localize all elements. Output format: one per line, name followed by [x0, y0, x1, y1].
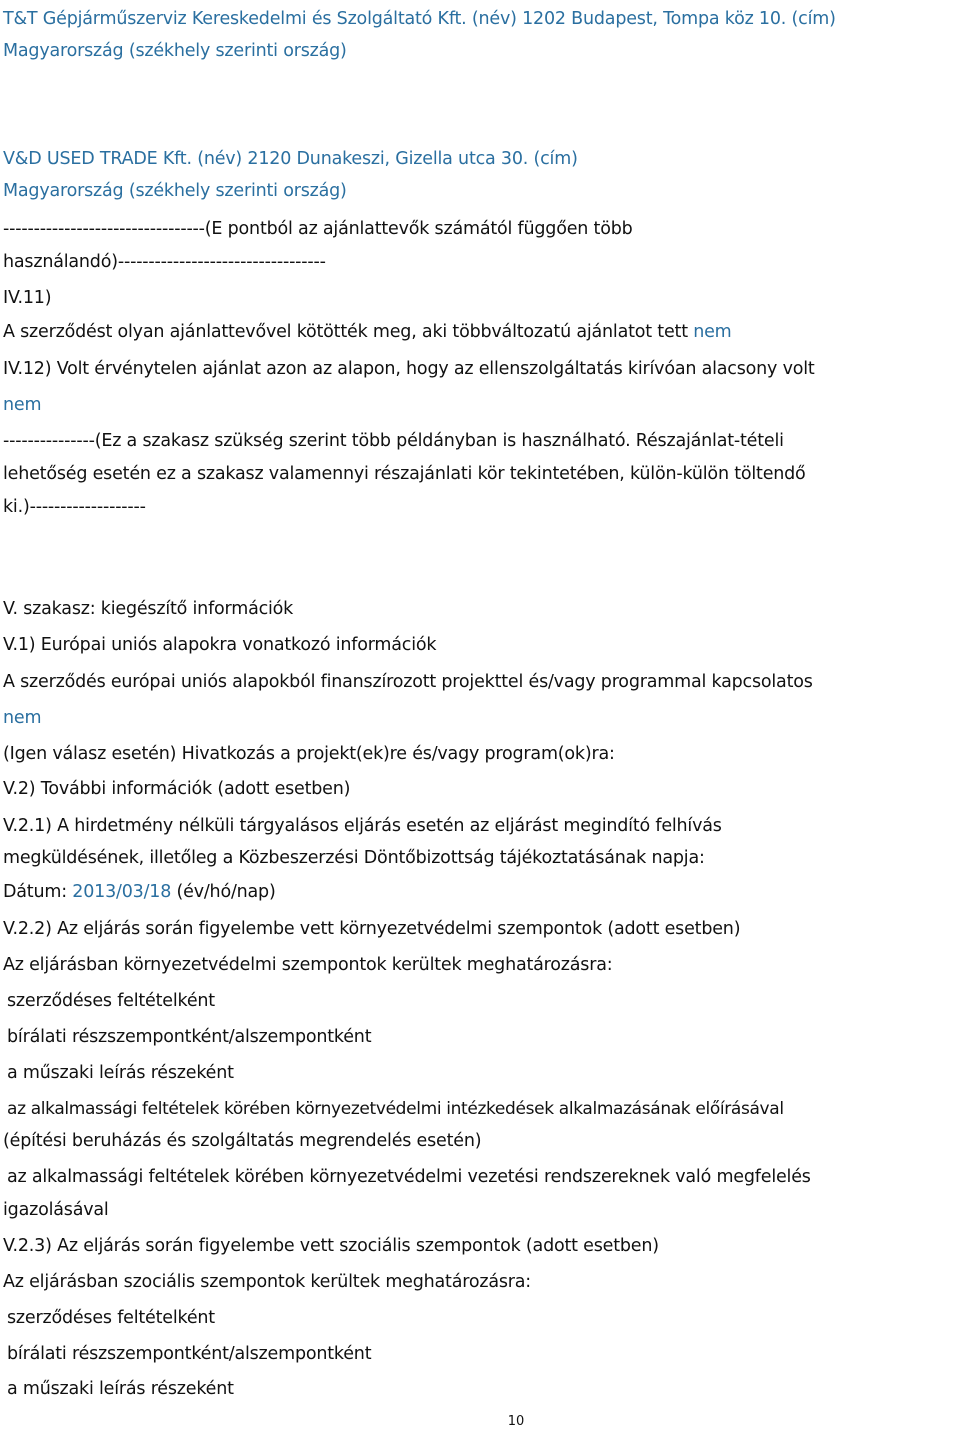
separator-note-text-2: használandó)---------------------------------- — [3, 252, 326, 272]
contractor-1-country — [3, 39, 347, 63]
repeat-note-text-3: ki.)------------------- — [3, 497, 146, 517]
contractor-2-text: V&D USED TRADE Kft. (név) 2120 Dunakeszi, Gizella utca 30. (cím) — [3, 149, 578, 169]
section-v-1-question-text: A szerződés európai uniós alapokból finanszírozott projekttel és/vagy programmal kapcsolatos — [3, 672, 813, 692]
separator-note-text-1: ---------------------------------(E pontból az ajánlattevők számától függően több — [3, 219, 633, 239]
date-line — [3, 880, 276, 904]
section-v-1-reference — [3, 742, 615, 766]
contractor-2-name-address — [3, 147, 578, 171]
section-iv-11-question-text: A szerződést olyan ajánlattevővel kötötték meg, aki többváltozatú ajánlatot tett — [3, 322, 694, 342]
env-option-suitability-measures-cont-text: (építési beruházás és szolgáltatás megrendelés esetén) — [3, 1131, 482, 1151]
section-v-2-1-text-1: V.2.1) A hirdetmény nélküli tárgyalásos eljárás esetén az eljárást megindító felhívás — [3, 816, 722, 836]
section-iv-12-answer — [3, 393, 41, 417]
section-v-title: V. szakasz: kiegészítő információk — [3, 599, 294, 619]
section-v-1-answer-text: nem — [3, 708, 42, 728]
section-v-2-title: V.2) További információk (adott esetben) — [3, 779, 351, 799]
env-option-evaluation-text: bírálati részszempontként/alszempontként — [7, 1027, 372, 1047]
section-v-1-answer — [3, 706, 41, 730]
section-v-heading — [3, 597, 293, 621]
env-option-contract-terms — [7, 989, 215, 1013]
section-v-2-1-line-2 — [3, 846, 705, 870]
env-option-contract-terms-text: szerződéses feltételként — [7, 991, 215, 1011]
repeat-note-line-1 — [3, 429, 784, 453]
env-option-suitability-measures-text: az alkalmassági feltételek körében környezetvédelmi intézkedések alkalmazásának előírásával — [7, 1099, 784, 1119]
social-option-technical-spec — [7, 1377, 234, 1401]
contractor-2-country — [3, 179, 347, 203]
separator-note-line-2 — [3, 250, 326, 274]
contractor-1-country-text: Magyarország (székhely szerinti ország) — [3, 41, 347, 61]
section-v-2-3-title: V.2.3) Az eljárás során figyelembe vett szociális szempontok (adott esetben) — [3, 1236, 659, 1256]
date-label: Dátum: — [3, 882, 73, 902]
env-option-evaluation — [7, 1025, 371, 1049]
env-option-technical-spec-text: a műszaki leírás részeként — [7, 1063, 234, 1083]
date-format: (év/hó/nap) — [171, 882, 276, 902]
section-v-2-2-title: V.2.2) Az eljárás során figyelembe vett környezetvédelmi szempontok (adott esetben) — [3, 919, 741, 939]
section-v-2-2-intro — [3, 953, 612, 977]
env-option-management-systems-text: az alkalmassági feltételek körében környezetvédelmi vezetési rendszereknek való megfelelés — [7, 1167, 811, 1187]
page-number: 10 — [507, 1414, 525, 1429]
section-iv-12-question-text: IV.12) Volt érvénytelen ajánlat azon az alapon, hogy az ellenszolgáltatás kirívóan alacsony volt — [3, 359, 815, 379]
social-option-evaluation-text: bírálati részszempontként/alszempontként — [7, 1344, 372, 1364]
separator-note-line-1 — [3, 217, 633, 241]
section-v-2-3-heading — [3, 1234, 659, 1258]
env-option-technical-spec — [7, 1061, 234, 1085]
contractor-1-name-address — [3, 7, 836, 31]
repeat-note-line-3 — [3, 495, 146, 519]
env-option-suitability-measures-cont — [3, 1129, 481, 1153]
section-v-2-1-text-2: megküldésének, illetőleg a Közbeszerzési Döntőbizottság tájékoztatásának napja: — [3, 848, 705, 868]
social-option-technical-spec-text: a műszaki leírás részeként — [7, 1379, 234, 1399]
section-iv-11-question — [3, 320, 732, 344]
section-v-2-3-intro-text: Az eljárásban szociális szempontok kerültek meghatározásra: — [3, 1272, 531, 1292]
section-v-1-reference-text: (Igen válasz esetén) Hivatkozás a projekt(ek)re és/vagy program(ok)ra: — [3, 744, 615, 764]
section-v-1-question — [3, 670, 813, 694]
env-option-suitability-measures — [7, 1097, 784, 1121]
section-iv-11-answer: nem — [693, 322, 732, 342]
repeat-note-text-1: ---------------(Ez a szakasz szükség szerint több példányban is használható. Részajánlat-tételi — [3, 431, 784, 451]
section-v-2-2-intro-text: Az eljárásban környezetvédelmi szempontok kerültek meghatározásra: — [3, 955, 613, 975]
social-option-contract-terms-text: szerződéses feltételként — [7, 1308, 215, 1328]
env-option-management-systems — [7, 1165, 811, 1189]
section-v-1-title: V.1) Európai uniós alapokra vonatkozó információk — [3, 635, 437, 655]
section-v-2-3-intro — [3, 1270, 531, 1294]
social-option-evaluation — [7, 1342, 371, 1366]
section-iv-12-answer-text: nem — [3, 395, 42, 415]
contractor-1-text: T&T Gépjárműszerviz Kereskedelmi és Szolgáltató Kft. (név) 1202 Budapest, Tompa köz 10. (cím) — [3, 9, 836, 29]
env-option-management-systems-cont — [3, 1198, 109, 1222]
env-option-management-systems-cont-text: igazolásával — [3, 1200, 109, 1220]
contractor-2-country-text: Magyarország (székhely szerinti ország) — [3, 181, 347, 201]
section-v-2-2-heading — [3, 917, 740, 941]
repeat-note-text-2: lehetőség esetén ez a szakasz valamennyi részajánlati kör tekintetében, külön-külön töltendő — [3, 464, 806, 484]
date-value: 2013/03/18 — [72, 882, 172, 902]
section-v-2-1-line-1 — [3, 814, 722, 838]
section-iv-11-heading — [3, 286, 51, 310]
section-iv-11-label: IV.11) — [3, 288, 52, 308]
section-iv-12-question — [3, 357, 815, 381]
section-v-1-heading — [3, 633, 436, 657]
repeat-note-line-2 — [3, 462, 806, 486]
section-v-2-heading — [3, 777, 350, 801]
social-option-contract-terms — [7, 1306, 215, 1330]
